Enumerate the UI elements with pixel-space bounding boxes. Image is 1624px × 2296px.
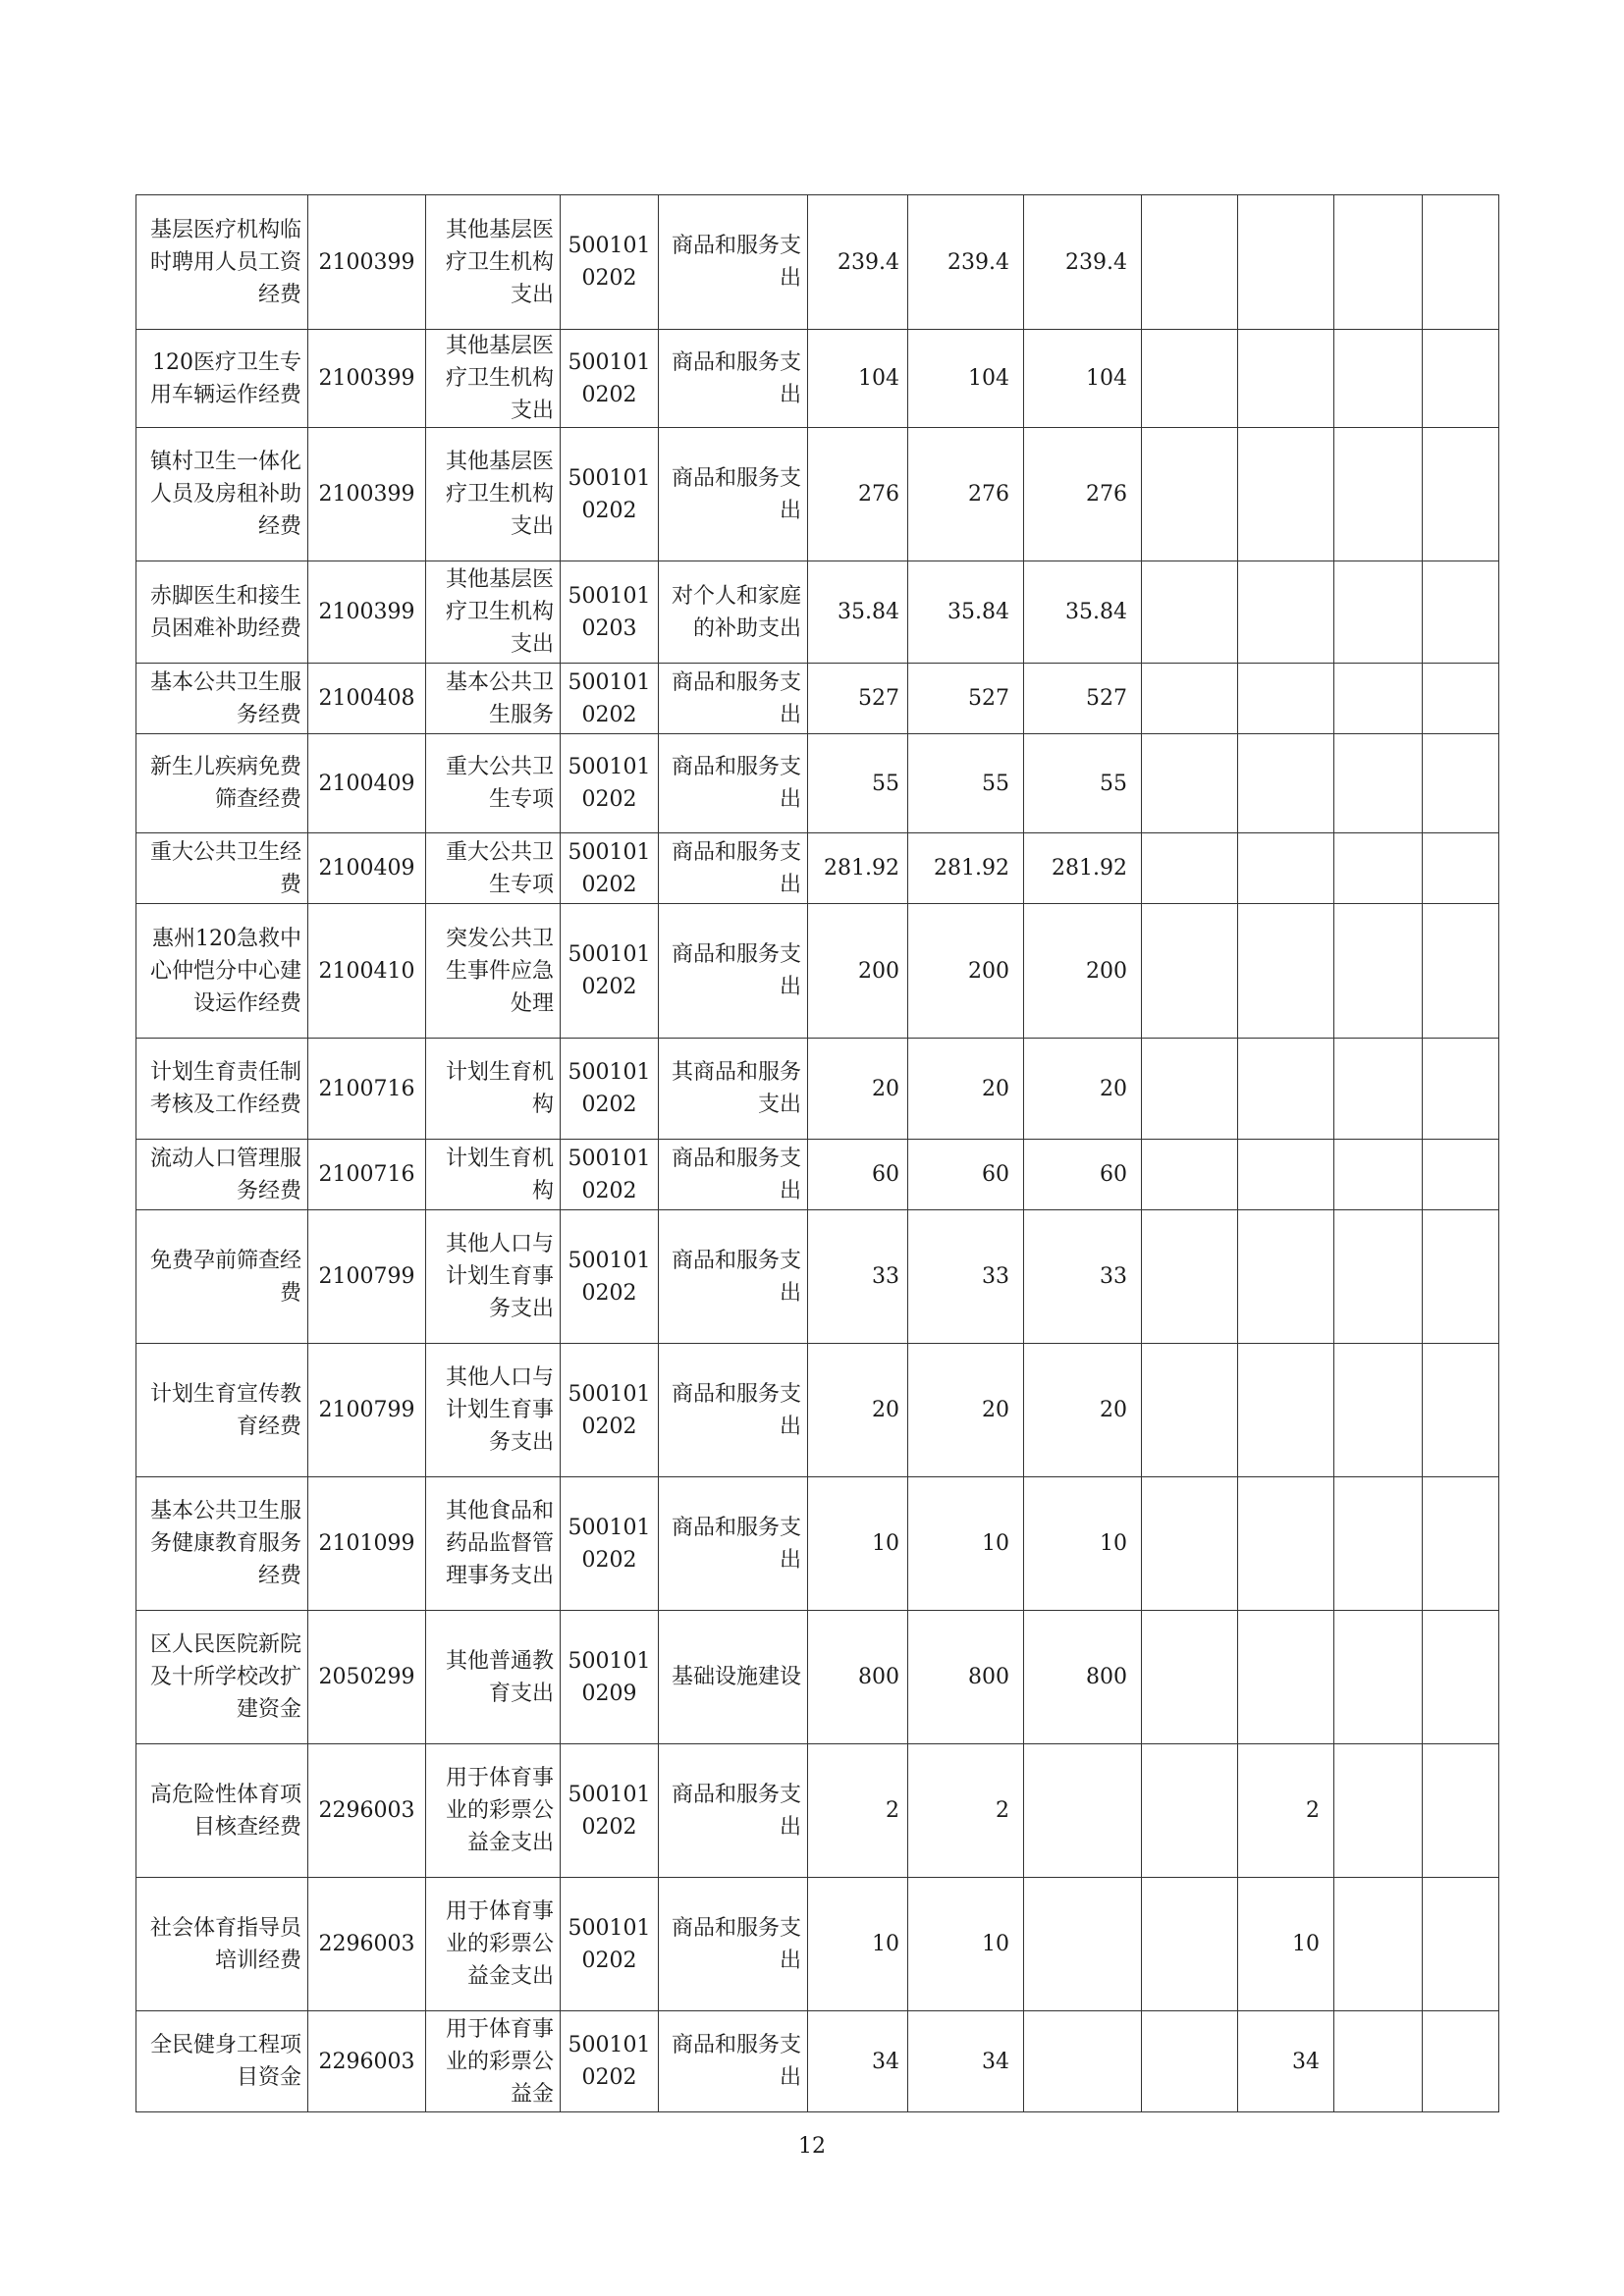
- table-row: [136, 1477, 1499, 1611]
- table-row: [136, 1210, 1499, 1344]
- empty-cell: [1423, 1477, 1499, 1611]
- total-amount-cell: 2: [808, 1744, 908, 1878]
- empty-cell: [1423, 195, 1499, 330]
- subtotal-amount-cell: 276: [908, 428, 1024, 561]
- subtotal-amount-cell: 33: [908, 1210, 1024, 1344]
- subtotal-amount-cell: 35.84: [908, 561, 1024, 664]
- economic-name-cell: 商品和服务支出: [659, 1477, 808, 1611]
- project-name-cell: 计划生育宣传教育经费: [136, 1344, 308, 1477]
- economic-code-cell: 5001010202: [561, 1477, 659, 1611]
- subtotal-amount-cell: 60: [908, 1140, 1024, 1210]
- function-name-cell: 其他基层医疗卫生机构支出: [426, 330, 561, 428]
- economic-code-cell: 5001010202: [561, 833, 659, 904]
- function-code-cell: 2050299: [308, 1611, 426, 1744]
- economic-name-cell: 商品和服务支出: [659, 1140, 808, 1210]
- amount-cell: [1142, 833, 1238, 904]
- lottery-fund-amount-cell: 10: [1238, 1878, 1334, 2011]
- function-code-cell: 2100799: [308, 1344, 426, 1477]
- amount-cell: [1334, 1744, 1423, 1878]
- amount-cell: [1142, 2011, 1238, 2112]
- function-code-cell: 2101099: [308, 1477, 426, 1611]
- economic-name-cell: 商品和服务支出: [659, 2011, 808, 2112]
- empty-cell: [1423, 1744, 1499, 1878]
- total-amount-cell: 800: [808, 1611, 908, 1744]
- lottery-fund-amount-cell: [1238, 428, 1334, 561]
- amount-cell: [1334, 664, 1423, 734]
- amount-cell: [1142, 904, 1238, 1039]
- empty-cell: [1423, 904, 1499, 1039]
- general-budget-amount-cell: 20: [1024, 1344, 1142, 1477]
- function-name-cell: 其他基层医疗卫生机构支出: [426, 195, 561, 330]
- function-name-cell: 其他基层医疗卫生机构支出: [426, 561, 561, 664]
- empty-cell: [1423, 664, 1499, 734]
- amount-cell: [1334, 1611, 1423, 1744]
- economic-code-cell: 5001010202: [561, 904, 659, 1039]
- function-name-cell: 其他普通教育支出: [426, 1611, 561, 1744]
- project-name-cell: 120医疗卫生专用车辆运作经费: [136, 330, 308, 428]
- subtotal-amount-cell: 200: [908, 904, 1024, 1039]
- general-budget-amount-cell: 20: [1024, 1039, 1142, 1140]
- amount-cell: [1142, 1611, 1238, 1744]
- general-budget-amount-cell: 33: [1024, 1210, 1142, 1344]
- project-name-cell: 基层医疗机构临时聘用人员工资经费: [136, 195, 308, 330]
- total-amount-cell: 60: [808, 1140, 908, 1210]
- function-code-cell: 2100408: [308, 664, 426, 734]
- empty-cell: [1423, 1878, 1499, 2011]
- empty-cell: [1423, 1611, 1499, 1744]
- total-amount-cell: 20: [808, 1039, 908, 1140]
- amount-cell: [1142, 734, 1238, 833]
- amount-cell: [1142, 330, 1238, 428]
- empty-cell: [1423, 1210, 1499, 1344]
- general-budget-amount-cell: 276: [1024, 428, 1142, 561]
- project-name-cell: 计划生育责任制考核及工作经费: [136, 1039, 308, 1140]
- function-code-cell: 2100799: [308, 1210, 426, 1344]
- subtotal-amount-cell: 20: [908, 1039, 1024, 1140]
- function-code-cell: 2100409: [308, 833, 426, 904]
- function-name-cell: 突发公共卫生事件应急处理: [426, 904, 561, 1039]
- total-amount-cell: 34: [808, 2011, 908, 2112]
- amount-cell: [1334, 428, 1423, 561]
- amount-cell: [1334, 561, 1423, 664]
- subtotal-amount-cell: 34: [908, 2011, 1024, 2112]
- economic-code-cell: 5001010209: [561, 1611, 659, 1744]
- subtotal-amount-cell: 2: [908, 1744, 1024, 1878]
- general-budget-amount-cell: [1024, 2011, 1142, 2112]
- economic-code-cell: 5001010203: [561, 561, 659, 664]
- table-row: [136, 1039, 1499, 1140]
- general-budget-amount-cell: 200: [1024, 904, 1142, 1039]
- economic-name-cell: 商品和服务支出: [659, 1878, 808, 2011]
- function-name-cell: 其他人口与计划生育事务支出: [426, 1210, 561, 1344]
- table-row: [136, 833, 1499, 904]
- function-name-cell: 其他食品和药品监督管理事务支出: [426, 1477, 561, 1611]
- function-name-cell: 其他人口与计划生育事务支出: [426, 1344, 561, 1477]
- economic-code-cell: 5001010202: [561, 195, 659, 330]
- function-code-cell: 2100716: [308, 1039, 426, 1140]
- general-budget-amount-cell: 800: [1024, 1611, 1142, 1744]
- total-amount-cell: 276: [808, 428, 908, 561]
- lottery-fund-amount-cell: [1238, 734, 1334, 833]
- table-row: [136, 734, 1499, 833]
- function-name-cell: 计划生育机构: [426, 1039, 561, 1140]
- function-name-cell: 计划生育机构: [426, 1140, 561, 1210]
- function-code-cell: 2296003: [308, 1878, 426, 2011]
- project-name-cell: 惠州120急救中心仲恺分中心建设运作经费: [136, 904, 308, 1039]
- function-code-cell: 2100716: [308, 1140, 426, 1210]
- general-budget-amount-cell: 35.84: [1024, 561, 1142, 664]
- amount-cell: [1334, 833, 1423, 904]
- lottery-fund-amount-cell: [1238, 1039, 1334, 1140]
- subtotal-amount-cell: 800: [908, 1611, 1024, 1744]
- project-name-cell: 新生儿疾病免费筛查经费: [136, 734, 308, 833]
- subtotal-amount-cell: 281.92: [908, 833, 1024, 904]
- project-name-cell: 区人民医院新院及十所学校改扩建资金: [136, 1611, 308, 1744]
- lottery-fund-amount-cell: [1238, 1477, 1334, 1611]
- lottery-fund-amount-cell: [1238, 1140, 1334, 1210]
- total-amount-cell: 33: [808, 1210, 908, 1344]
- economic-name-cell: 商品和服务支出: [659, 330, 808, 428]
- function-name-cell: 用于体育事业的彩票公益金支出: [426, 1878, 561, 2011]
- empty-cell: [1423, 330, 1499, 428]
- function-code-cell: 2100399: [308, 195, 426, 330]
- table-row: [136, 330, 1499, 428]
- project-name-cell: 全民健身工程项目资金: [136, 2011, 308, 2112]
- lottery-fund-amount-cell: 2: [1238, 1744, 1334, 1878]
- project-name-cell: 赤脚医生和接生员困难补助经费: [136, 561, 308, 664]
- table-row: [136, 1140, 1499, 1210]
- general-budget-amount-cell: 281.92: [1024, 833, 1142, 904]
- amount-cell: [1334, 330, 1423, 428]
- general-budget-amount-cell: 60: [1024, 1140, 1142, 1210]
- table-row: [136, 664, 1499, 734]
- economic-code-cell: 5001010202: [561, 1140, 659, 1210]
- economic-code-cell: 5001010202: [561, 428, 659, 561]
- table-row: [136, 1878, 1499, 2011]
- economic-name-cell: 其商品和服务支出: [659, 1039, 808, 1140]
- table-row: [136, 1344, 1499, 1477]
- table-row: [136, 2011, 1499, 2112]
- economic-name-cell: 对个人和家庭的补助支出: [659, 561, 808, 664]
- economic-name-cell: 商品和服务支出: [659, 734, 808, 833]
- empty-cell: [1423, 2011, 1499, 2112]
- economic-name-cell: 商品和服务支出: [659, 833, 808, 904]
- function-code-cell: 2100399: [308, 330, 426, 428]
- table-body: [136, 195, 1499, 2112]
- general-budget-amount-cell: 104: [1024, 330, 1142, 428]
- empty-cell: [1423, 428, 1499, 561]
- function-name-cell: 重大公共卫生专项: [426, 833, 561, 904]
- amount-cell: [1334, 1140, 1423, 1210]
- function-name-cell: 重大公共卫生专项: [426, 734, 561, 833]
- economic-name-cell: 商品和服务支出: [659, 1344, 808, 1477]
- economic-name-cell: 商品和服务支出: [659, 428, 808, 561]
- general-budget-amount-cell: 55: [1024, 734, 1142, 833]
- amount-cell: [1334, 1210, 1423, 1344]
- empty-cell: [1423, 1140, 1499, 1210]
- function-code-cell: 2100409: [308, 734, 426, 833]
- function-name-cell: 用于体育事业的彩票公益金: [426, 2011, 561, 2112]
- economic-code-cell: 5001010202: [561, 1039, 659, 1140]
- economic-code-cell: 5001010202: [561, 1744, 659, 1878]
- amount-cell: [1334, 1878, 1423, 2011]
- function-name-cell: 其他基层医疗卫生机构支出: [426, 428, 561, 561]
- economic-code-cell: 5001010202: [561, 1344, 659, 1477]
- general-budget-amount-cell: 10: [1024, 1477, 1142, 1611]
- lottery-fund-amount-cell: [1238, 664, 1334, 734]
- amount-cell: [1334, 195, 1423, 330]
- project-name-cell: 基本公共卫生服务健康教育服务经费: [136, 1477, 308, 1611]
- economic-code-cell: 5001010202: [561, 2011, 659, 2112]
- project-name-cell: 流动人口管理服务经费: [136, 1140, 308, 1210]
- budget-table: [135, 194, 1499, 2112]
- project-name-cell: 免费孕前筛查经费: [136, 1210, 308, 1344]
- lottery-fund-amount-cell: [1238, 1210, 1334, 1344]
- lottery-fund-amount-cell: [1238, 330, 1334, 428]
- function-name-cell: 用于体育事业的彩票公益金支出: [426, 1744, 561, 1878]
- table-row: [136, 195, 1499, 330]
- empty-cell: [1423, 833, 1499, 904]
- amount-cell: [1142, 1878, 1238, 2011]
- total-amount-cell: 35.84: [808, 561, 908, 664]
- lottery-fund-amount-cell: [1238, 195, 1334, 330]
- economic-name-cell: 基础设施建设: [659, 1611, 808, 1744]
- project-name-cell: 社会体育指导员培训经费: [136, 1878, 308, 2011]
- function-code-cell: 2100399: [308, 561, 426, 664]
- subtotal-amount-cell: 10: [908, 1878, 1024, 2011]
- general-budget-amount-cell: 239.4: [1024, 195, 1142, 330]
- empty-cell: [1423, 561, 1499, 664]
- economic-code-cell: 5001010202: [561, 734, 659, 833]
- subtotal-amount-cell: 527: [908, 664, 1024, 734]
- amount-cell: [1142, 1140, 1238, 1210]
- empty-cell: [1423, 1039, 1499, 1140]
- amount-cell: [1334, 2011, 1423, 2112]
- economic-name-cell: 商品和服务支出: [659, 904, 808, 1039]
- project-name-cell: 高危险性体育项目核查经费: [136, 1744, 308, 1878]
- table-row: [136, 561, 1499, 664]
- function-code-cell: 2296003: [308, 1744, 426, 1878]
- project-name-cell: 基本公共卫生服务经费: [136, 664, 308, 734]
- total-amount-cell: 527: [808, 664, 908, 734]
- total-amount-cell: 10: [808, 1878, 908, 2011]
- total-amount-cell: 239.4: [808, 195, 908, 330]
- amount-cell: [1142, 1344, 1238, 1477]
- economic-name-cell: 商品和服务支出: [659, 1744, 808, 1878]
- empty-cell: [1423, 734, 1499, 833]
- project-name-cell: 镇村卫生一体化人员及房租补助经费: [136, 428, 308, 561]
- amount-cell: [1142, 428, 1238, 561]
- subtotal-amount-cell: 20: [908, 1344, 1024, 1477]
- amount-cell: [1142, 561, 1238, 664]
- general-budget-amount-cell: 527: [1024, 664, 1142, 734]
- page-number: 12: [798, 2134, 826, 2159]
- economic-name-cell: 商品和服务支出: [659, 1210, 808, 1344]
- function-code-cell: 2296003: [308, 2011, 426, 2112]
- total-amount-cell: 281.92: [808, 833, 908, 904]
- total-amount-cell: 20: [808, 1344, 908, 1477]
- amount-cell: [1334, 1344, 1423, 1477]
- amount-cell: [1142, 1744, 1238, 1878]
- general-budget-amount-cell: [1024, 1744, 1142, 1878]
- amount-cell: [1142, 664, 1238, 734]
- lottery-fund-amount-cell: 34: [1238, 2011, 1334, 2112]
- lottery-fund-amount-cell: [1238, 833, 1334, 904]
- amount-cell: [1334, 904, 1423, 1039]
- empty-cell: [1423, 1344, 1499, 1477]
- economic-code-cell: 5001010202: [561, 330, 659, 428]
- subtotal-amount-cell: 10: [908, 1477, 1024, 1611]
- amount-cell: [1334, 734, 1423, 833]
- general-budget-amount-cell: [1024, 1878, 1142, 2011]
- amount-cell: [1142, 1477, 1238, 1611]
- total-amount-cell: 200: [808, 904, 908, 1039]
- lottery-fund-amount-cell: [1238, 561, 1334, 664]
- amount-cell: [1142, 195, 1238, 330]
- subtotal-amount-cell: 55: [908, 734, 1024, 833]
- project-name-cell: 重大公共卫生经费: [136, 833, 308, 904]
- lottery-fund-amount-cell: [1238, 1611, 1334, 1744]
- economic-code-cell: 5001010202: [561, 1878, 659, 2011]
- economic-name-cell: 商品和服务支出: [659, 195, 808, 330]
- lottery-fund-amount-cell: [1238, 1344, 1334, 1477]
- amount-cell: [1142, 1210, 1238, 1344]
- total-amount-cell: 104: [808, 330, 908, 428]
- economic-code-cell: 5001010202: [561, 664, 659, 734]
- amount-cell: [1142, 1039, 1238, 1140]
- table-row: [136, 1611, 1499, 1744]
- function-code-cell: 2100410: [308, 904, 426, 1039]
- table-row: [136, 428, 1499, 561]
- lottery-fund-amount-cell: [1238, 904, 1334, 1039]
- table-row: [136, 904, 1499, 1039]
- economic-name-cell: 商品和服务支出: [659, 664, 808, 734]
- amount-cell: [1334, 1039, 1423, 1140]
- total-amount-cell: 55: [808, 734, 908, 833]
- subtotal-amount-cell: 239.4: [908, 195, 1024, 330]
- amount-cell: [1334, 1477, 1423, 1611]
- total-amount-cell: 10: [808, 1477, 908, 1611]
- economic-code-cell: 5001010202: [561, 1210, 659, 1344]
- table-row: [136, 1744, 1499, 1878]
- function-name-cell: 基本公共卫生服务: [426, 664, 561, 734]
- function-code-cell: 2100399: [308, 428, 426, 561]
- subtotal-amount-cell: 104: [908, 330, 1024, 428]
